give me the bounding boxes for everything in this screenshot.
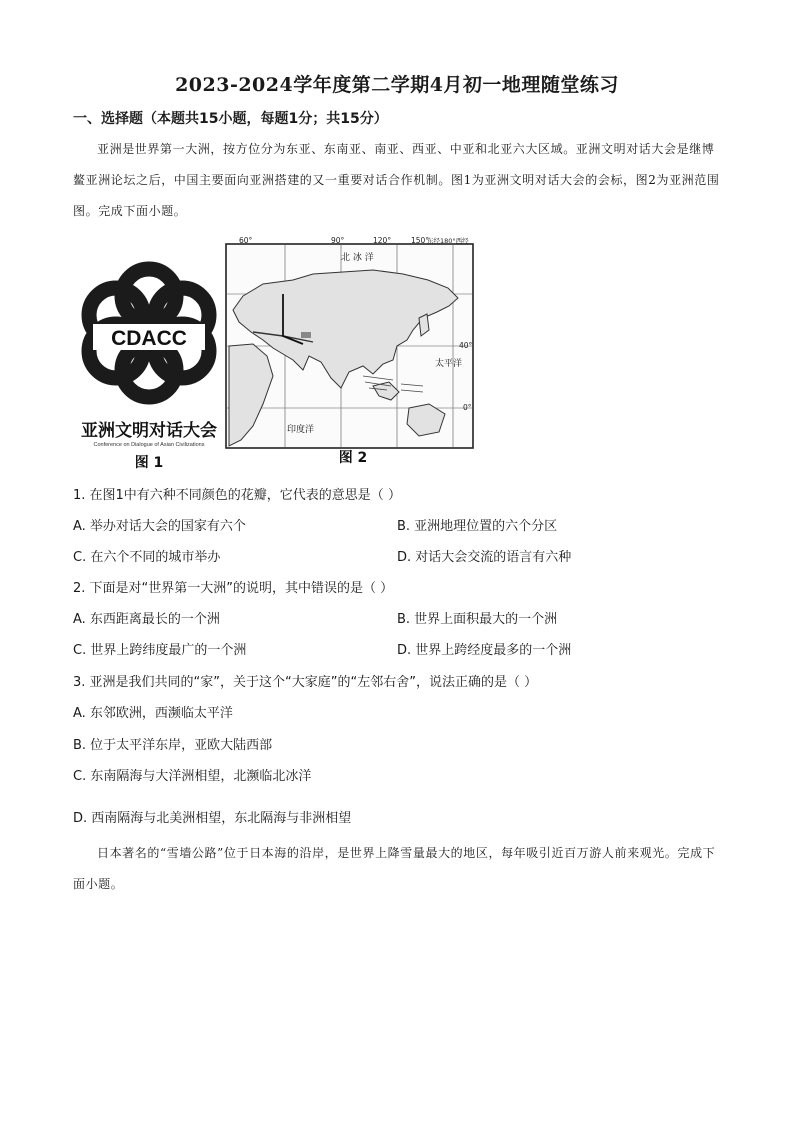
intro-paragraph-snow-wall: 日本著名的“雪墙公路”位于日本海的沿岸，是世界上降雪量最大的地区，每年吸引近百万游人前来观光。完成下面小题。 bbox=[73, 846, 716, 891]
figure-2 bbox=[223, 236, 483, 468]
question-3-stem: 3. 亚洲是我们共同的“家”，关于这个“大家庭”的“左邻右舍”，说法正确的是（ ） bbox=[73, 675, 538, 690]
map-lon-label: 150° bbox=[411, 236, 430, 245]
question-3-option-c[interactable]: C. 东南隔海与大洋洲相望，北濒临北冰洋 bbox=[73, 769, 312, 784]
map-label-pacific-ocean: 太平洋 bbox=[435, 359, 463, 369]
map-lon-label: 120° bbox=[373, 236, 392, 245]
question-1-stem: 1. 在图1中有六种不同颜色的花瓣，它代表的意思是（ ） bbox=[73, 488, 401, 503]
question-3-option-d[interactable]: D. 西南隔海与北美洲相望，东北隔海与非洲相望 bbox=[73, 811, 352, 826]
question-2-stem: 2. 下面是对“世界第一大洲”的说明，其中错误的是（ ） bbox=[73, 581, 394, 596]
section-heading: 一、选择题（本题共15小题，每题1分；共15分） bbox=[73, 111, 388, 127]
intro-paragraph-asia: 亚洲是世界第一大洲，按方位分为东亚、东南亚、南亚、西亚、中亚和北亚六大区域。亚洲文明对话大会是继博鳌亚洲论坛之后，中国主要面向亚洲搭建的又一重要对话合作机制。图1为亚洲文明对话大会的会标，图2为亚洲范围图。完成下面小题。 bbox=[73, 142, 720, 218]
question-1-option-b[interactable]: B. 亚洲地理位置的六个分区 bbox=[397, 519, 558, 534]
figure-1 bbox=[76, 244, 222, 470]
cdac-logo-icon bbox=[76, 244, 222, 470]
question-2-option-d[interactable]: D. 世界上跨经度最多的一个洲 bbox=[397, 643, 572, 658]
map-label-indian-ocean: 印度洋 bbox=[287, 425, 315, 435]
map-lon-label: 东经180°西经 bbox=[427, 237, 469, 245]
question-1-option-c[interactable]: C. 在六个不同的城市举办 bbox=[73, 550, 221, 565]
question-1-option-a[interactable]: A. 举办对话大会的国家有六个 bbox=[73, 519, 246, 534]
page-title: 2023-2024学年度第二学期4月初一地理随堂练习 bbox=[175, 74, 619, 96]
question-3-option-a[interactable]: A. 东邻欧洲，西濒临太平洋 bbox=[73, 706, 233, 721]
question-2-option-b[interactable]: B. 世界上面积最大的一个洲 bbox=[397, 612, 558, 627]
map-lon-label: 60° bbox=[239, 236, 253, 245]
map-lon-label: 90° bbox=[331, 236, 345, 245]
map-label-arctic-ocean: 北 冰 洋 bbox=[341, 253, 374, 263]
question-2-option-c[interactable]: C. 世界上跨纬度最广的一个洲 bbox=[73, 643, 247, 658]
logo-name-en: Conference on Dialogue of Asian Civilizations bbox=[93, 442, 205, 448]
map-lat-label: 0° bbox=[463, 403, 472, 412]
logo-text: CDACC bbox=[111, 327, 187, 350]
question-3-option-b[interactable]: B. 位于太平洋东岸，亚欧大陆西部 bbox=[73, 738, 273, 753]
figure-2-caption: 图 2 bbox=[338, 450, 368, 466]
question-2-option-a[interactable]: A. 东西距离最长的一个洲 bbox=[73, 612, 220, 627]
map-lat-label: 40° bbox=[459, 341, 473, 350]
asia-map bbox=[223, 236, 483, 468]
question-1-option-d[interactable]: D. 对话大会交流的语言有六种 bbox=[397, 550, 572, 565]
figure-1-caption: 图 1 bbox=[134, 455, 164, 470]
logo-name-cn: 亚洲文明对话大会 bbox=[81, 421, 217, 441]
